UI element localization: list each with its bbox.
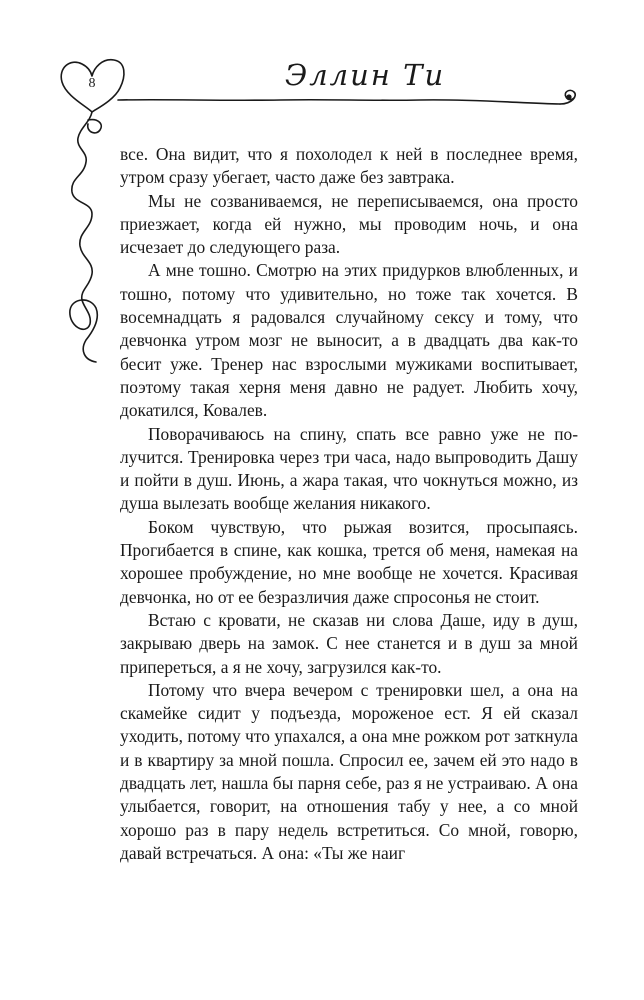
paragraph: Боком чувствую, что рыжая возится, просыпаясь. Прогибается в спине, как кошка, трется об меня, намекая на хорошее пробуждение, но мне вообще не хочется. Красивая девчонка, но от ее безразличия даже спросонья не стоит. <box>120 516 578 607</box>
paragraph: Мы не созваниваемся, не переписываемся, она просто приезжает, когда ей нужно, мы проводим ночь, и она исчезает до следующего раза. <box>120 190 578 258</box>
header-swirl-line <box>118 100 560 104</box>
paragraph: все. Она видит, что я похолодел к ней в последнее время, утром сразу убегает, часто даже без завтрака. <box>120 144 578 188</box>
paragraph: А мне тошно. Смотрю на этих придурков влюбленных, и тошно, потому что удивительно, но тоже так хочется. В восемнадцать я радовался случайному сексу и тому, что девчонка утром мозг не выносит, а в двадцать два как-то бесит уже. Тренер нас взрослыми мужиками воспитывает, поэтому такая херня меня давно не радует. Любить хочу, докатился, Ковалев. <box>120 260 578 421</box>
body-text <box>120 143 578 865</box>
paragraph: Встаю с кровати, не сказав ни слова Даше, иду в душ, закрываю дверь на замок. С нее станется и в душ за мной припереться, а я не хочу, загрузился как-то. <box>120 609 578 677</box>
paragraph: Поворачиваюсь на спину, спать все равно уже не получится. Тренировка через три часа, надо выпроводить Дашу и пойти в душ. Июнь, а жара такая, что чокнуться можно, из душа вылезать вообще желания никакого. <box>120 423 578 514</box>
paragraph: Потому что вчера вечером с тренировки шел, а она на скамейке сидит у подъезда, мороженое ест. Я ей сказал уходить, потому что упахался, а она мне рожком рот заткнула и в квартиру за мной пошла. Спросил ее, зачем ей это надо в двадцать лет, нашла бы парня себе, раз я не устраиваю. А она улыбается, говорит, на отношения табу у нее, а со мной хорошо раз в пару недель встретиться. Со мной, говорю, давай встречаться. А она: «Ты же наиг <box>120 679 578 863</box>
side-swirl-line <box>70 112 97 362</box>
page-number: 8 <box>88 76 96 91</box>
author-running-head: Эллин Ти <box>285 58 446 92</box>
